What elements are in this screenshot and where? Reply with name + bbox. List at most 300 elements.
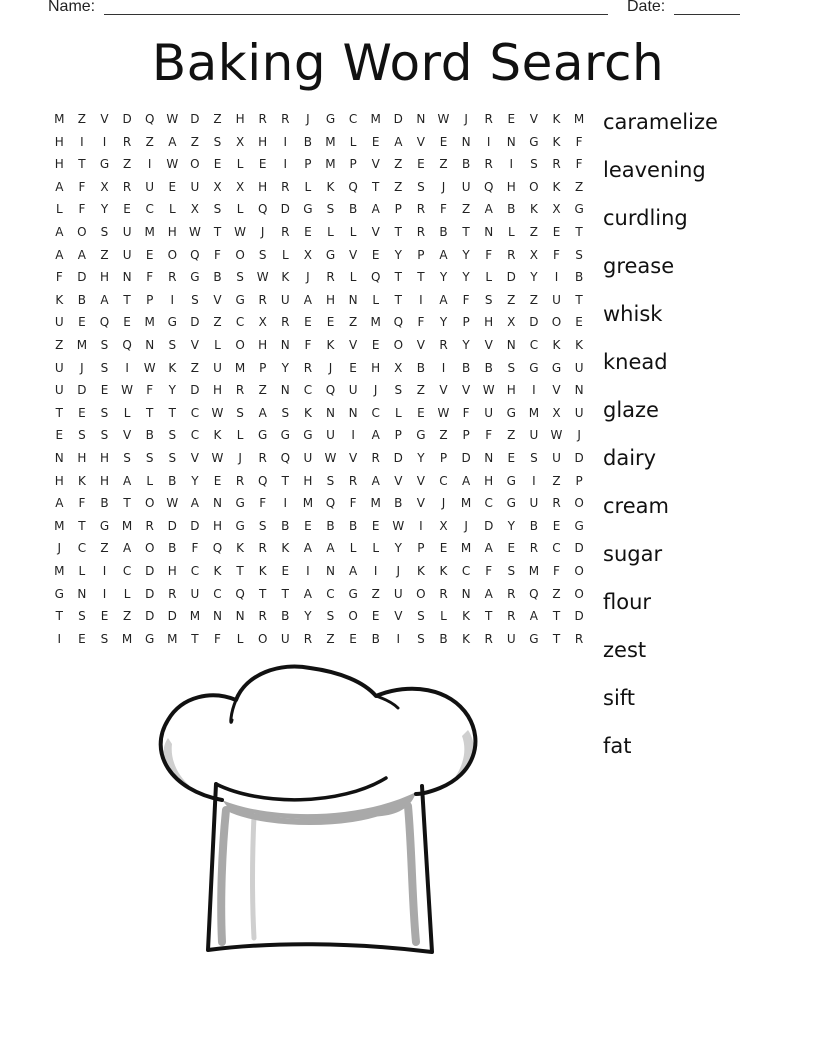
grid-letter[interactable]: Z xyxy=(439,428,448,443)
grid-letter[interactable]: I xyxy=(396,631,401,646)
grid-letter[interactable]: I xyxy=(486,134,491,149)
grid-letter[interactable]: I xyxy=(102,564,107,578)
grid-letter[interactable]: Z xyxy=(507,428,516,443)
grid-letter[interactable]: Q xyxy=(212,541,223,556)
grid-letter[interactable]: K xyxy=(213,564,222,578)
grid-letter[interactable]: K xyxy=(77,473,86,488)
grid-letter[interactable]: G xyxy=(145,631,155,646)
grid-letter[interactable]: H xyxy=(258,134,268,149)
grid-letter[interactable]: R xyxy=(326,270,335,285)
grid-letter[interactable]: H xyxy=(258,338,268,352)
grid-letter[interactable]: K xyxy=(168,360,177,375)
grid-letter[interactable]: L xyxy=(236,202,244,217)
grid-letter[interactable]: K xyxy=(258,564,267,578)
grid-letter[interactable]: C xyxy=(190,428,200,443)
grid-letter[interactable]: L xyxy=(327,225,334,239)
grid-letter[interactable]: R xyxy=(258,609,267,624)
grid-letter[interactable]: N xyxy=(484,451,494,465)
grid-letter[interactable]: Q xyxy=(144,112,155,126)
grid-letter[interactable]: L xyxy=(349,225,357,239)
grid-letter[interactable]: N xyxy=(461,134,471,149)
grid-letter[interactable]: T xyxy=(236,564,244,578)
grid-letter[interactable]: X xyxy=(529,247,538,262)
grid-letter[interactable]: L xyxy=(507,225,515,239)
grid-letter[interactable]: R xyxy=(258,541,267,556)
grid-letter[interactable]: X xyxy=(552,202,561,217)
grid-letter[interactable]: S xyxy=(417,609,425,624)
grid-letter[interactable]: J xyxy=(306,270,310,285)
grid-letter[interactable]: Q xyxy=(257,202,268,217)
grid-letter[interactable]: M xyxy=(460,541,472,556)
grid-letter[interactable]: B xyxy=(574,270,584,285)
grid-letter[interactable]: G xyxy=(416,428,426,443)
grid-letter[interactable]: H xyxy=(484,315,494,330)
grid-letter[interactable]: F xyxy=(485,564,493,578)
grid-letter[interactable]: E xyxy=(371,518,380,533)
grid-letter[interactable]: A xyxy=(168,134,177,149)
grid-letter[interactable]: F xyxy=(553,564,560,578)
grid-letter[interactable]: Z xyxy=(122,609,132,624)
grid-letter[interactable]: Y xyxy=(462,247,470,262)
grid-letter[interactable]: Z xyxy=(552,473,561,488)
grid-letter[interactable]: H xyxy=(506,179,516,194)
grid-letter[interactable]: M xyxy=(167,631,178,646)
grid-letter[interactable]: A xyxy=(55,496,64,511)
grid-letter[interactable]: A xyxy=(122,473,132,488)
grid-letter[interactable]: Z xyxy=(258,383,267,398)
grid-letter[interactable]: S xyxy=(326,609,335,624)
grid-letter[interactable]: B xyxy=(303,134,312,149)
grid-letter[interactable]: Y xyxy=(439,315,448,330)
grid-letter[interactable]: Z xyxy=(439,157,448,172)
grid-letter[interactable]: R xyxy=(484,112,493,126)
grid-letter[interactable]: E xyxy=(349,360,357,375)
grid-letter[interactable]: I xyxy=(306,564,310,578)
name-field[interactable] xyxy=(104,0,608,15)
grid-letter[interactable]: W xyxy=(392,518,405,533)
grid-letter[interactable]: X xyxy=(439,518,448,533)
grid-letter[interactable]: F xyxy=(575,157,583,172)
grid-letter[interactable]: H xyxy=(54,157,64,172)
grid-letter[interactable]: T xyxy=(417,270,425,285)
grid-letter[interactable]: T xyxy=(123,292,131,307)
grid-letter[interactable]: E xyxy=(349,631,357,646)
grid-letter[interactable]: Z xyxy=(394,179,403,194)
grid-letter[interactable]: G xyxy=(167,315,177,330)
grid-letter[interactable]: I xyxy=(102,586,107,601)
grid-letter[interactable]: L xyxy=(236,428,244,443)
grid-letter[interactable]: J xyxy=(441,496,446,511)
grid-letter[interactable]: O xyxy=(190,157,200,172)
grid-letter[interactable]: B xyxy=(168,541,177,556)
grid-letter[interactable]: U xyxy=(326,428,335,443)
grid-letter[interactable]: A xyxy=(55,179,64,194)
grid-letter[interactable]: M xyxy=(302,496,314,511)
grid-letter[interactable]: H xyxy=(303,473,313,488)
grid-letter[interactable]: E xyxy=(78,405,86,420)
grid-letter[interactable]: U xyxy=(122,247,132,262)
grid-letter[interactable]: L xyxy=(372,292,380,307)
grid-letter[interactable]: K xyxy=(281,270,290,285)
grid-letter[interactable]: C xyxy=(529,338,539,352)
grid-letter[interactable]: J xyxy=(80,360,84,375)
grid-letter[interactable]: J xyxy=(577,428,581,443)
grid-letter[interactable]: A xyxy=(326,541,335,556)
grid-letter[interactable]: C xyxy=(77,541,87,556)
grid-letter[interactable]: D xyxy=(122,112,132,126)
grid-letter[interactable]: A xyxy=(484,202,493,217)
grid-letter[interactable]: S xyxy=(530,157,538,172)
grid-letter[interactable]: P xyxy=(417,541,425,556)
grid-letter[interactable]: B xyxy=(326,518,335,533)
grid-letter[interactable]: H xyxy=(99,451,109,465)
grid-letter[interactable]: D xyxy=(393,451,403,465)
grid-letter[interactable]: D xyxy=(393,112,403,126)
grid-letter[interactable]: R xyxy=(281,112,290,126)
grid-letter[interactable]: C xyxy=(552,541,561,556)
grid-letter[interactable]: O xyxy=(348,609,358,624)
grid-letter[interactable]: F xyxy=(146,270,154,285)
grid-letter[interactable]: T xyxy=(259,586,267,601)
grid-letter[interactable]: F xyxy=(304,338,312,352)
grid-letter[interactable]: T xyxy=(146,405,154,420)
grid-letter[interactable]: Z xyxy=(371,586,380,601)
grid-letter[interactable]: U xyxy=(54,360,64,375)
grid-letter[interactable]: Y xyxy=(100,202,109,217)
grid-letter[interactable]: T xyxy=(394,270,402,285)
grid-letter[interactable]: R xyxy=(258,451,267,465)
grid-letter[interactable]: A xyxy=(371,428,380,443)
grid-letter[interactable]: M xyxy=(144,315,155,330)
grid-letter[interactable]: R xyxy=(168,586,177,601)
grid-letter[interactable]: R xyxy=(484,631,493,646)
grid-letter[interactable]: R xyxy=(303,631,313,646)
grid-letter[interactable]: H xyxy=(99,473,109,488)
grid-letter[interactable]: L xyxy=(349,541,357,556)
grid-letter[interactable]: S xyxy=(100,360,109,375)
grid-letter[interactable]: B xyxy=(213,270,222,285)
grid-letter[interactable]: S xyxy=(326,202,335,217)
grid-letter[interactable]: N xyxy=(348,292,358,307)
grid-letter[interactable]: B xyxy=(168,473,177,488)
grid-letter[interactable]: D xyxy=(574,541,584,556)
grid-letter[interactable]: S xyxy=(258,247,267,262)
grid-letter[interactable]: K xyxy=(552,179,561,194)
grid-letter[interactable]: R xyxy=(371,451,380,465)
grid-letter[interactable]: V xyxy=(348,247,358,262)
grid-letter[interactable]: S xyxy=(326,473,335,488)
grid-letter[interactable]: P xyxy=(259,360,267,375)
grid-letter[interactable]: L xyxy=(372,541,380,556)
grid-letter[interactable]: M xyxy=(54,112,65,126)
grid-letter[interactable]: C xyxy=(190,564,200,578)
grid-letter[interactable]: A xyxy=(122,541,132,556)
grid-letter[interactable]: R xyxy=(303,360,313,375)
grid-letter[interactable]: J xyxy=(260,225,265,239)
grid-letter[interactable]: Q xyxy=(483,179,494,194)
grid-letter[interactable]: F xyxy=(462,405,470,420)
grid-letter[interactable]: E xyxy=(78,631,86,646)
grid-letter[interactable]: A xyxy=(394,134,403,149)
grid-letter[interactable]: N xyxy=(212,609,222,624)
grid-letter[interactable]: S xyxy=(484,292,493,307)
grid-letter[interactable]: U xyxy=(54,315,64,330)
grid-letter[interactable]: D xyxy=(145,609,155,624)
grid-letter[interactable]: U xyxy=(552,451,561,465)
grid-letter[interactable]: L xyxy=(304,179,312,194)
grid-letter[interactable]: T xyxy=(281,473,289,488)
grid-letter[interactable]: T xyxy=(394,292,402,307)
grid-letter[interactable]: G xyxy=(99,157,110,172)
grid-letter[interactable]: R xyxy=(439,338,448,352)
grid-letter[interactable]: P xyxy=(304,157,312,172)
grid-letter[interactable]: K xyxy=(416,564,425,578)
grid-letter[interactable]: G xyxy=(529,360,539,375)
grid-letter[interactable]: O xyxy=(574,496,584,511)
grid-letter[interactable]: E xyxy=(258,157,267,172)
grid-letter[interactable]: N xyxy=(325,564,335,578)
grid-letter[interactable]: R xyxy=(507,609,516,624)
grid-letter[interactable]: T xyxy=(78,518,86,533)
grid-letter[interactable]: X xyxy=(258,315,267,330)
grid-letter[interactable]: G xyxy=(506,405,516,420)
grid-letter[interactable]: W xyxy=(482,383,495,398)
grid-letter[interactable]: X xyxy=(303,247,312,262)
grid-letter[interactable]: S xyxy=(530,451,538,465)
grid-letter[interactable]: D xyxy=(484,518,494,533)
grid-letter[interactable]: D xyxy=(574,451,584,465)
grid-letter[interactable]: U xyxy=(506,631,516,646)
grid-letter[interactable]: S xyxy=(100,631,109,646)
grid-letter[interactable]: Y xyxy=(417,451,425,465)
grid-letter[interactable]: U xyxy=(461,179,471,194)
grid-letter[interactable]: W xyxy=(166,157,179,172)
grid-letter[interactable]: H xyxy=(235,112,245,126)
grid-letter[interactable]: X xyxy=(100,179,109,194)
grid-letter[interactable]: A xyxy=(529,609,538,624)
grid-letter[interactable]: F xyxy=(553,247,560,262)
grid-letter[interactable]: O xyxy=(257,631,268,646)
grid-letter[interactable]: V xyxy=(190,451,199,465)
grid-letter[interactable]: A xyxy=(100,292,109,307)
grid-letter[interactable]: S xyxy=(236,405,244,420)
grid-letter[interactable]: R xyxy=(235,473,245,488)
grid-letter[interactable]: N xyxy=(280,338,290,352)
grid-letter[interactable]: J xyxy=(396,564,401,578)
grid-letter[interactable]: F xyxy=(259,496,267,511)
grid-letter[interactable]: P xyxy=(417,247,425,262)
grid-letter[interactable]: D xyxy=(167,609,177,624)
grid-letter[interactable]: A xyxy=(190,496,199,511)
grid-letter[interactable]: B xyxy=(461,360,471,375)
grid-letter[interactable]: P xyxy=(462,315,470,330)
grid-letter[interactable]: O xyxy=(77,225,87,239)
grid-letter[interactable]: S xyxy=(281,405,290,420)
grid-letter[interactable]: H xyxy=(371,360,381,375)
grid-letter[interactable]: D xyxy=(280,202,290,217)
grid-letter[interactable]: V xyxy=(416,496,425,511)
grid-letter[interactable]: J xyxy=(238,451,242,465)
grid-letter[interactable]: O xyxy=(551,315,562,330)
grid-letter[interactable]: J xyxy=(441,179,446,194)
grid-letter[interactable]: T xyxy=(575,225,583,239)
grid-letter[interactable]: I xyxy=(147,157,152,172)
grid-letter[interactable]: X xyxy=(213,179,222,194)
grid-letter[interactable]: H xyxy=(54,134,64,149)
grid-letter[interactable]: Z xyxy=(100,247,109,262)
grid-letter[interactable]: Z xyxy=(213,315,222,330)
grid-letter[interactable]: E xyxy=(439,134,448,149)
grid-letter[interactable]: M xyxy=(325,134,336,149)
grid-letter[interactable]: O xyxy=(144,496,155,511)
grid-letter[interactable]: I xyxy=(509,157,514,172)
grid-letter[interactable]: E xyxy=(371,247,380,262)
grid-letter[interactable]: S xyxy=(191,292,199,307)
grid-letter[interactable]: A xyxy=(303,292,312,307)
grid-letter[interactable]: Y xyxy=(462,338,470,352)
grid-letter[interactable]: S xyxy=(100,338,109,352)
grid-letter[interactable]: K xyxy=(575,338,584,352)
grid-letter[interactable]: Z xyxy=(190,134,199,149)
grid-letter[interactable]: W xyxy=(234,225,247,239)
grid-letter[interactable]: G xyxy=(303,428,313,443)
grid-letter[interactable]: N xyxy=(280,383,290,398)
grid-letter[interactable]: A xyxy=(77,247,86,262)
grid-letter[interactable]: D xyxy=(190,518,200,533)
grid-letter[interactable]: M xyxy=(460,496,472,511)
grid-letter[interactable]: P xyxy=(146,292,154,307)
grid-letter[interactable]: S xyxy=(417,179,425,194)
grid-letter[interactable]: Z xyxy=(574,179,584,194)
grid-letter[interactable]: A xyxy=(461,473,471,488)
grid-letter[interactable]: M xyxy=(121,631,133,646)
grid-letter[interactable]: L xyxy=(394,405,402,420)
grid-letter[interactable]: B xyxy=(100,496,109,511)
grid-letter[interactable]: V xyxy=(439,383,448,398)
grid-letter[interactable]: R xyxy=(439,586,448,601)
grid-letter[interactable]: V xyxy=(416,473,425,488)
grid-letter[interactable]: Z xyxy=(326,631,335,646)
grid-letter[interactable]: Z xyxy=(507,292,516,307)
grid-letter[interactable]: Z xyxy=(416,383,425,398)
grid-letter[interactable]: F xyxy=(78,179,86,194)
grid-letter[interactable]: H xyxy=(258,179,268,194)
grid-letter[interactable]: S xyxy=(100,428,109,443)
grid-letter[interactable]: N xyxy=(461,586,471,601)
grid-letter[interactable]: A xyxy=(371,202,380,217)
grid-letter[interactable]: B xyxy=(348,202,358,217)
grid-letter[interactable]: R xyxy=(281,179,290,194)
grid-letter[interactable]: X xyxy=(235,179,245,194)
grid-letter[interactable]: U xyxy=(484,405,494,420)
grid-letter[interactable]: E xyxy=(281,564,290,578)
grid-letter[interactable]: M xyxy=(370,112,381,126)
grid-letter[interactable]: H xyxy=(325,292,335,307)
grid-letter[interactable]: L xyxy=(236,631,244,646)
grid-letter[interactable]: R xyxy=(122,179,132,194)
grid-letter[interactable]: B xyxy=(439,631,448,646)
grid-letter[interactable]: J xyxy=(306,112,310,126)
grid-letter[interactable]: P xyxy=(575,473,583,488)
grid-letter[interactable]: O xyxy=(144,541,155,556)
grid-letter[interactable]: K xyxy=(303,405,312,420)
grid-letter[interactable]: N xyxy=(416,112,426,126)
grid-letter[interactable]: I xyxy=(125,360,129,375)
grid-letter[interactable]: R xyxy=(552,496,561,511)
grid-letter[interactable]: W xyxy=(211,451,224,465)
grid-letter[interactable]: J xyxy=(57,541,62,556)
grid-letter[interactable]: A xyxy=(55,225,64,239)
grid-letter[interactable]: E xyxy=(304,315,312,330)
grid-letter[interactable]: Y xyxy=(394,541,402,556)
grid-letter[interactable]: F xyxy=(55,270,63,285)
grid-letter[interactable]: V xyxy=(394,473,403,488)
grid-letter[interactable]: X xyxy=(235,134,245,149)
grid-letter[interactable]: K xyxy=(326,338,335,352)
grid-letter[interactable]: F xyxy=(214,247,221,262)
grid-letter[interactable]: F xyxy=(462,292,470,307)
grid-letter[interactable]: W xyxy=(166,112,179,126)
grid-letter[interactable]: M xyxy=(370,496,381,511)
grid-letter[interactable]: T xyxy=(281,586,289,601)
grid-letter[interactable]: O xyxy=(574,586,584,601)
grid-letter[interactable]: H xyxy=(167,564,177,578)
grid-letter[interactable]: N xyxy=(325,405,335,420)
grid-letter[interactable]: I xyxy=(80,134,84,149)
grid-letter[interactable]: N xyxy=(212,496,222,511)
grid-letter[interactable]: L xyxy=(55,202,63,217)
grid-letter[interactable]: S xyxy=(78,428,86,443)
grid-letter[interactable]: Q xyxy=(348,179,358,194)
grid-letter[interactable]: E xyxy=(100,609,109,624)
grid-letter[interactable]: G xyxy=(280,428,290,443)
grid-letter[interactable]: R xyxy=(484,157,493,172)
grid-letter[interactable]: U xyxy=(54,383,64,398)
grid-letter[interactable]: K xyxy=(281,541,290,556)
grid-letter[interactable]: L xyxy=(440,609,447,624)
grid-letter[interactable]: E xyxy=(213,473,222,488)
grid-letter[interactable]: K xyxy=(236,541,245,556)
grid-letter[interactable]: R xyxy=(507,586,516,601)
grid-letter[interactable]: T xyxy=(168,405,176,420)
grid-letter[interactable]: E xyxy=(439,541,448,556)
grid-letter[interactable]: Z xyxy=(190,360,199,375)
grid-letter[interactable]: W xyxy=(437,405,450,420)
grid-letter[interactable]: N xyxy=(506,338,516,352)
grid-letter[interactable]: H xyxy=(212,383,222,398)
grid-letter[interactable]: M xyxy=(76,338,88,352)
grid-letter[interactable]: G xyxy=(551,360,562,375)
grid-letter[interactable]: E xyxy=(123,315,131,330)
grid-letter[interactable]: E xyxy=(78,315,86,330)
grid-letter[interactable]: A xyxy=(303,541,312,556)
grid-letter[interactable]: T xyxy=(55,609,63,624)
grid-letter[interactable]: I xyxy=(419,518,423,533)
grid-letter[interactable]: W xyxy=(550,428,563,443)
grid-letter[interactable]: Z xyxy=(77,112,86,126)
grid-letter[interactable]: R xyxy=(258,292,267,307)
grid-letter[interactable]: L xyxy=(349,270,357,285)
grid-letter[interactable]: C xyxy=(213,586,222,601)
grid-letter[interactable]: D xyxy=(145,564,155,578)
grid-letter[interactable]: Q xyxy=(257,473,268,488)
grid-letter[interactable]: K xyxy=(462,609,471,624)
grid-letter[interactable]: U xyxy=(280,631,290,646)
grid-letter[interactable]: N xyxy=(54,451,64,465)
grid-letter[interactable]: G xyxy=(235,496,245,511)
grid-letter[interactable]: V xyxy=(213,292,222,307)
grid-letter[interactable]: E xyxy=(371,134,380,149)
